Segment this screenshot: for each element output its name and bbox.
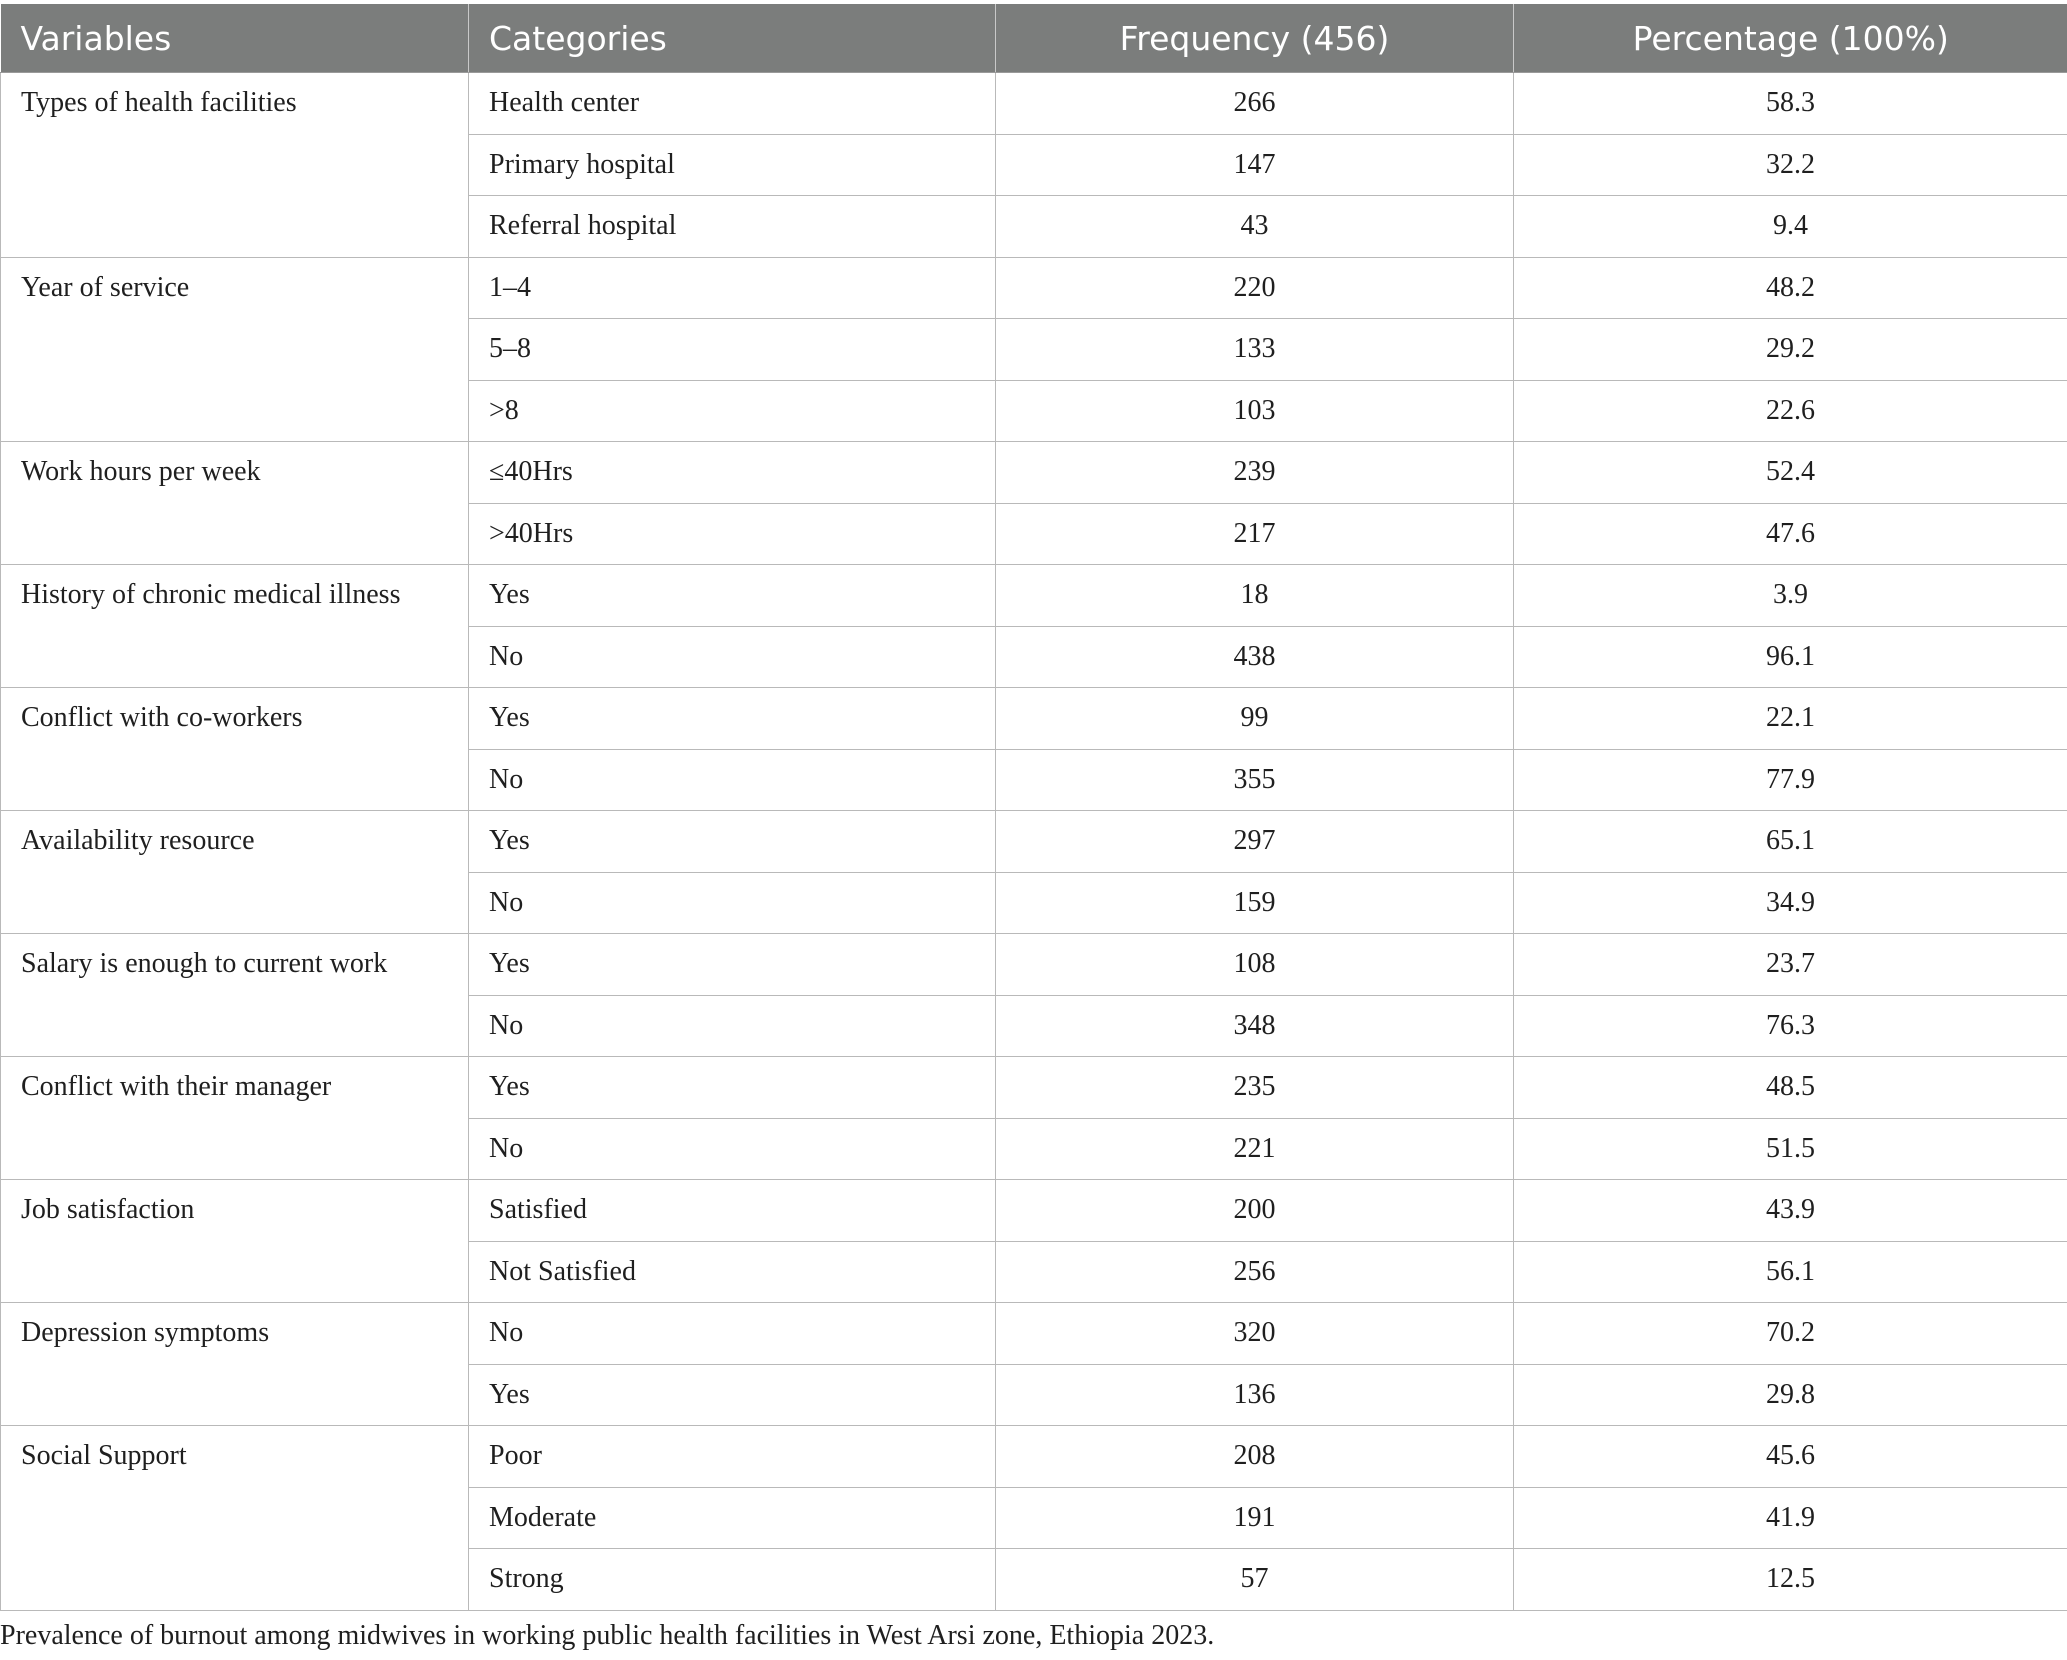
data-table: [0, 4, 2067, 1611]
frequency-cell: 159: [996, 872, 1514, 934]
percentage-cell: 23.7: [1514, 934, 2067, 996]
category-cell: No: [469, 1303, 996, 1365]
category-cell: Poor: [469, 1426, 996, 1488]
category-cell: Yes: [469, 1364, 996, 1426]
percentage-cell: 47.6: [1514, 503, 2067, 565]
percentage-cell: 22.1: [1514, 688, 2067, 750]
table-body: [1, 73, 2067, 1611]
variable-cell: History of chronic medical illness: [1, 565, 469, 688]
category-cell: Yes: [469, 1057, 996, 1119]
frequency-cell: 133: [996, 319, 1514, 381]
frequency-cell: 220: [996, 257, 1514, 319]
variable-cell: Social Support: [1, 1426, 469, 1611]
variable-cell: Availability resource: [1, 811, 469, 934]
frequency-cell: 235: [996, 1057, 1514, 1119]
category-cell: >8: [469, 380, 996, 442]
percentage-cell: 22.6: [1514, 380, 2067, 442]
percentage-cell: 29.8: [1514, 1364, 2067, 1426]
frequency-cell: 266: [996, 73, 1514, 135]
category-cell: Primary hospital: [469, 134, 996, 196]
variable-cell: Salary is enough to current work: [1, 934, 469, 1057]
header-variables: Variables: [1, 4, 469, 73]
frequency-cell: 297: [996, 811, 1514, 873]
category-cell: No: [469, 872, 996, 934]
variable-cell: Depression symptoms: [1, 1303, 469, 1426]
variable-cell: Job satisfaction: [1, 1180, 469, 1303]
frequency-cell: 208: [996, 1426, 1514, 1488]
percentage-cell: 52.4: [1514, 442, 2067, 504]
category-cell: No: [469, 1118, 996, 1180]
frequency-cell: 217: [996, 503, 1514, 565]
percentage-cell: 48.2: [1514, 257, 2067, 319]
table-row: [1, 934, 2067, 996]
percentage-cell: 77.9: [1514, 749, 2067, 811]
category-cell: Not Satisfied: [469, 1241, 996, 1303]
variable-cell: Work hours per week: [1, 442, 469, 565]
frequency-cell: 355: [996, 749, 1514, 811]
percentage-cell: 41.9: [1514, 1487, 2067, 1549]
table-row: [1, 73, 2067, 135]
category-cell: Satisfied: [469, 1180, 996, 1242]
header-percentage: Percentage (100%): [1514, 4, 2067, 73]
table-row: [1, 811, 2067, 873]
frequency-cell: 108: [996, 934, 1514, 996]
percentage-cell: 56.1: [1514, 1241, 2067, 1303]
variable-cell: Types of health facilities: [1, 73, 469, 258]
frequency-cell: 191: [996, 1487, 1514, 1549]
category-cell: 5–8: [469, 319, 996, 381]
percentage-cell: 48.5: [1514, 1057, 2067, 1119]
table-row: [1, 257, 2067, 319]
frequency-cell: 348: [996, 995, 1514, 1057]
percentage-cell: 34.9: [1514, 872, 2067, 934]
category-cell: >40Hrs: [469, 503, 996, 565]
variable-cell: Year of service: [1, 257, 469, 442]
category-cell: Yes: [469, 811, 996, 873]
frequency-cell: 221: [996, 1118, 1514, 1180]
category-cell: No: [469, 995, 996, 1057]
frequency-cell: 43: [996, 196, 1514, 258]
header-frequency: Frequency (456): [996, 4, 1514, 73]
frequency-cell: 320: [996, 1303, 1514, 1365]
percentage-cell: 51.5: [1514, 1118, 2067, 1180]
percentage-cell: 3.9: [1514, 565, 2067, 627]
table-row: [1, 1180, 2067, 1242]
percentage-cell: 58.3: [1514, 73, 2067, 135]
variable-cell: Conflict with co-workers: [1, 688, 469, 811]
header-categories: Categories: [469, 4, 996, 73]
percentage-cell: 45.6: [1514, 1426, 2067, 1488]
category-cell: No: [469, 749, 996, 811]
frequency-cell: 103: [996, 380, 1514, 442]
category-cell: 1–4: [469, 257, 996, 319]
category-cell: ≤40Hrs: [469, 442, 996, 504]
table-row: [1, 1426, 2067, 1488]
frequency-cell: 200: [996, 1180, 1514, 1242]
frequency-cell: 18: [996, 565, 1514, 627]
percentage-cell: 43.9: [1514, 1180, 2067, 1242]
percentage-cell: 29.2: [1514, 319, 2067, 381]
percentage-cell: 70.2: [1514, 1303, 2067, 1365]
percentage-cell: 12.5: [1514, 1549, 2067, 1611]
percentage-cell: 65.1: [1514, 811, 2067, 873]
category-cell: Referral hospital: [469, 196, 996, 258]
table-caption: Prevalence of burnout among midwives in working public health facilities in West Arsi zone, Ethiopia 2023.: [0, 1620, 1215, 1651]
table-row: [1, 688, 2067, 750]
category-cell: No: [469, 626, 996, 688]
percentage-cell: 96.1: [1514, 626, 2067, 688]
frequency-cell: 256: [996, 1241, 1514, 1303]
category-cell: Moderate: [469, 1487, 996, 1549]
frequency-cell: 239: [996, 442, 1514, 504]
frequency-cell: 136: [996, 1364, 1514, 1426]
variable-cell: Conflict with their manager: [1, 1057, 469, 1180]
table-row: [1, 1057, 2067, 1119]
table-row: [1, 1303, 2067, 1365]
frequency-cell: 99: [996, 688, 1514, 750]
table-row: [1, 442, 2067, 504]
percentage-cell: 9.4: [1514, 196, 2067, 258]
table-row: [1, 565, 2067, 627]
category-cell: Yes: [469, 565, 996, 627]
frequency-cell: 57: [996, 1549, 1514, 1611]
category-cell: Health center: [469, 73, 996, 135]
frequency-cell: 147: [996, 134, 1514, 196]
category-cell: Yes: [469, 688, 996, 750]
frequency-cell: 438: [996, 626, 1514, 688]
percentage-cell: 76.3: [1514, 995, 2067, 1057]
category-cell: Yes: [469, 934, 996, 996]
category-cell: Strong: [469, 1549, 996, 1611]
header-row: [1, 4, 2067, 73]
percentage-cell: 32.2: [1514, 134, 2067, 196]
